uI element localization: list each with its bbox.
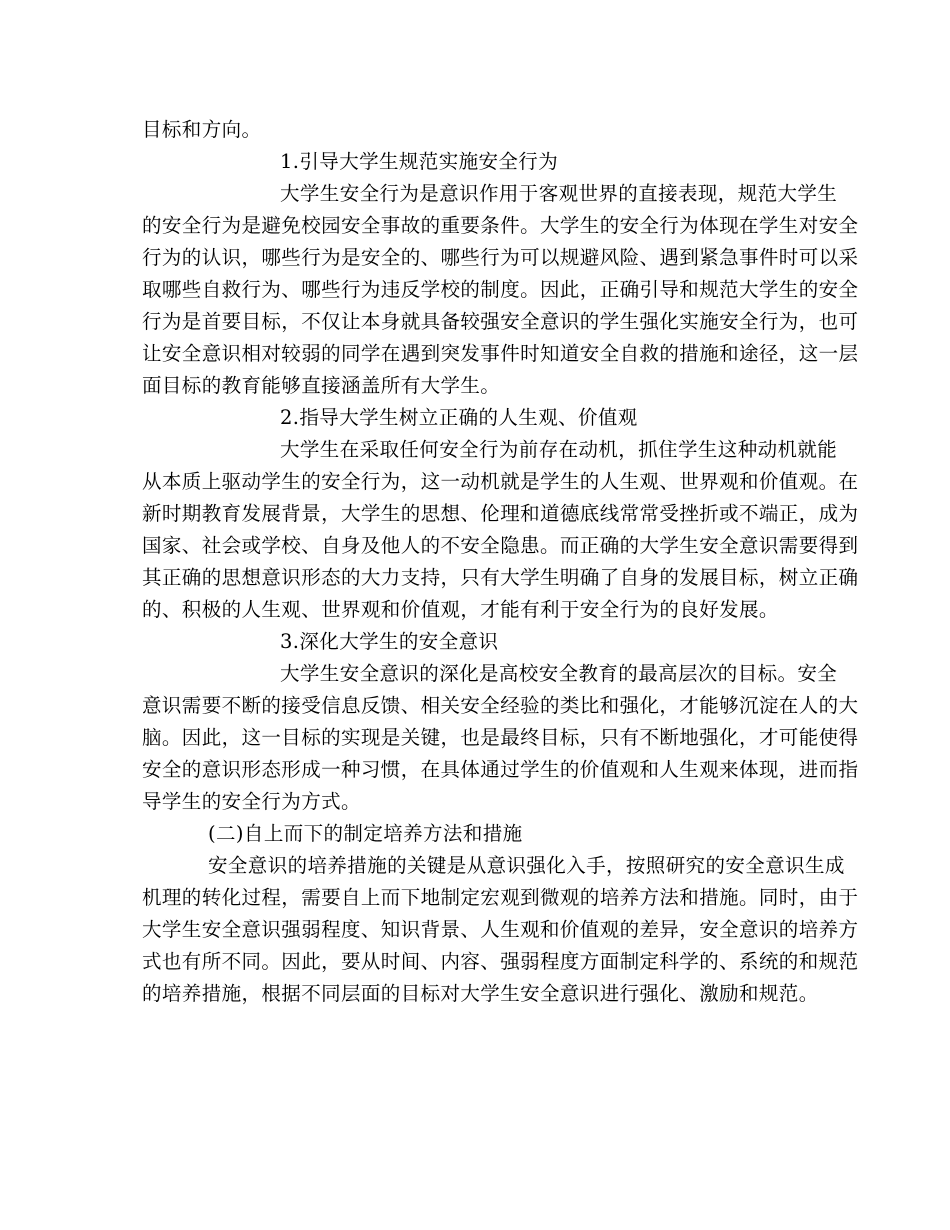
text-line: 行为的认识，哪些行为是安全的、哪些行为可以规避风险、遇到紧急事件时可以采 — [142, 246, 859, 269]
text-line: 大学生安全意识强弱程度、知识背景、人生观和价值观的差异，安全意识的培养方 — [142, 918, 859, 941]
text-line: 取哪些自救行为、哪些行为违反学校的制度。因此，正确引导和规范大学生的安全 — [142, 278, 859, 301]
text-line: 式也有所不同。因此，要从时间、内容、强弱程度方面制定科学的、系统的和规范 — [142, 950, 859, 973]
text-line: 目标和方向。 — [142, 118, 262, 141]
text-line: 的安全行为是避免校园安全事故的重要条件。大学生的安全行为体现在学生对安全 — [142, 214, 859, 237]
section-heading: 1.引导大学生规范实施安全行为 — [280, 150, 559, 173]
paragraph-first-line: 大学生在采取任何安全行为前存在动机，抓住学生这种动机就能 — [280, 438, 838, 461]
text-line: 面目标的教育能够直接涵盖所有大学生。 — [142, 374, 501, 397]
text-line: 新时期教育发展背景，大学生的思想、伦理和道德底线常常受挫折或不端正，成为 — [142, 502, 859, 525]
text-line: 意识需要不断的接受信息反馈、相关安全经验的类比和强化，才能够沉淀在人的大 — [142, 694, 859, 717]
paragraph-first-line: 安全意识的培养措施的关键是从意识强化入手，按照研究的安全意识生成 — [208, 854, 845, 877]
text-line: 其正确的思想意识形态的大力支持，只有大学生明确了自身的发展目标，树立正确 — [142, 566, 859, 589]
document-body — [142, 114, 859, 1010]
section-heading: 3.深化大学生的安全意识 — [280, 630, 499, 653]
text-line: 的、积极的人生观、世界观和价值观，才能有利于安全行为的良好发展。 — [142, 598, 779, 621]
paragraph-first-line: 大学生安全行为是意识作用于客观世界的直接表现，规范大学生 — [280, 182, 838, 205]
section-heading: (二)自上而下的制定培养方法和措施 — [208, 822, 523, 845]
text-line: 从本质上驱动学生的安全行为，这一动机就是学生的人生观、世界观和价值观。在 — [142, 470, 859, 493]
paragraph-first-line: 大学生安全意识的深化是高校安全教育的最高层次的目标。安全 — [280, 662, 838, 685]
text-line: 的培养措施，根据不同层面的目标对大学生安全意识进行强化、激励和规范。 — [142, 982, 819, 1005]
text-line: 导学生的安全行为方式。 — [142, 790, 361, 813]
text-line: 脑。因此，这一目标的实现是关键，也是最终目标，只有不断地强化，才可能使得 — [142, 726, 859, 749]
text-line: 机理的转化过程，需要自上而下地制定宏观到微观的培养方法和措施。同时，由于 — [142, 886, 859, 909]
text-line: 让安全意识相对较弱的同学在遇到突发事件时知道安全自救的措施和途径，这一层 — [142, 342, 859, 365]
text-line: 国家、社会或学校、自身及他人的不安全隐患。而正确的大学生安全意识需要得到 — [142, 534, 859, 557]
text-line: 行为是首要目标，不仅让本身就具备较强安全意识的学生强化实施安全行为，也可 — [142, 310, 859, 333]
text-line: 安全的意识形态形成一种习惯，在具体通过学生的价值观和人生观来体现，进而指 — [142, 758, 859, 781]
section-heading: 2.指导大学生树立正确的人生观、价值观 — [280, 406, 638, 429]
